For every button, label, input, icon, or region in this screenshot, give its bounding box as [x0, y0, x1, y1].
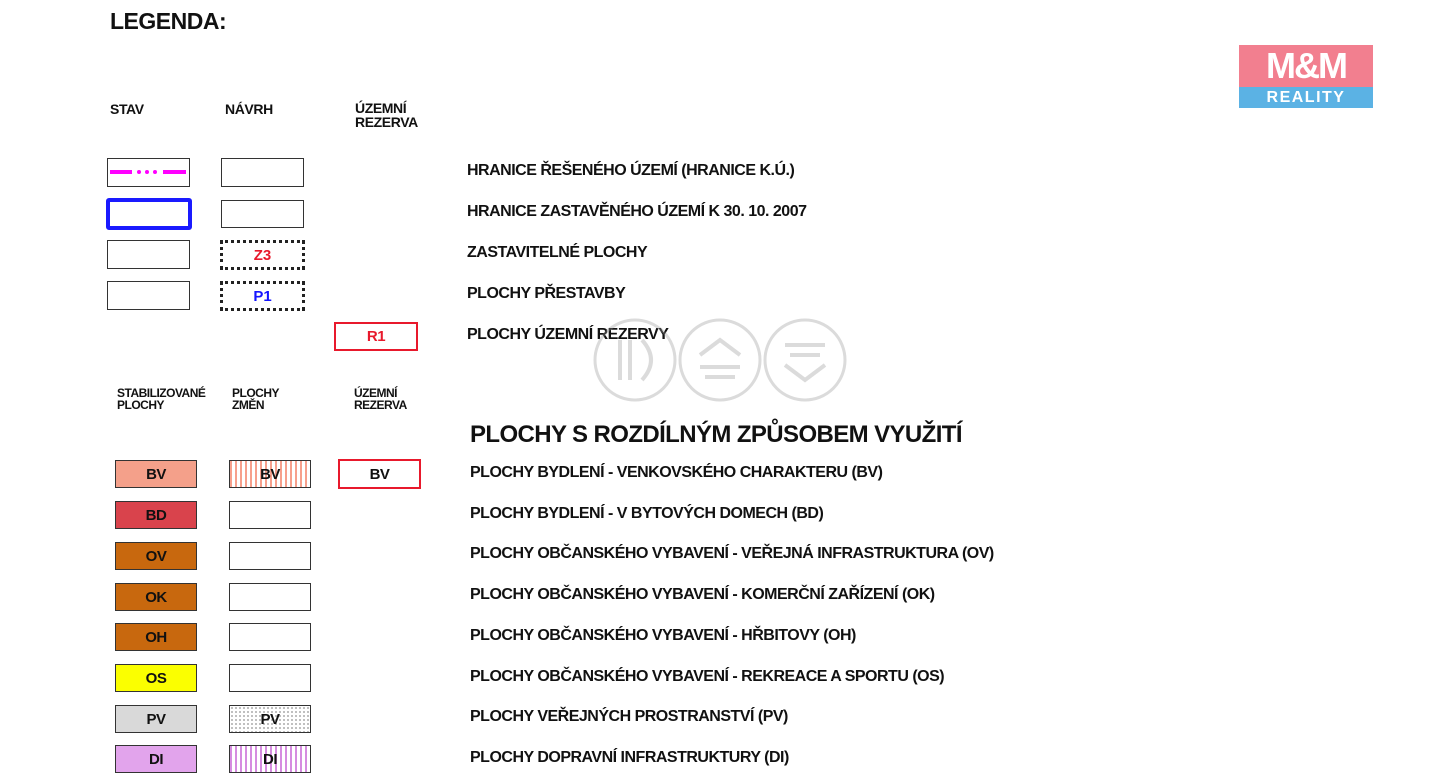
label-os: PLOCHY OBČANSKÉHO VYBAVENÍ - REKREACE A SPORTU (OS): [470, 668, 945, 685]
header-stav: STAV: [110, 101, 144, 117]
symbol-ok-stabilizovane: OK: [115, 583, 197, 611]
symbol-pv-zmen: PV: [229, 705, 311, 733]
label-plochy-uzemni-rezervy: PLOCHY ÚZEMNÍ REZERVY: [467, 326, 669, 343]
header-stabilizovane-plochy: [117, 387, 205, 411]
symbol-bv-stabilizovane: BV: [115, 460, 197, 488]
label-hranice-zastaveneho-uzemi: HRANICE ZASTAVĚNÉHO ÚZEMÍ K 30. 10. 2007: [467, 203, 807, 220]
symbol-oh-zmen: [229, 623, 311, 651]
symbol-di-stabilizovane: DI: [115, 745, 197, 773]
header-rezerva2-line2: REZERVA: [354, 398, 407, 412]
symbol-zastavitelne-stav: [107, 240, 190, 269]
symbol-bv-rezerva: BV: [338, 459, 421, 489]
header-rezerva-line1: ÚZEMNÍ: [355, 100, 407, 116]
symbol-ov-stabilizovane: OV: [115, 542, 197, 570]
label-oh: PLOCHY OBČANSKÉHO VYBAVENÍ - HŘBITOVY (OH): [470, 627, 856, 644]
header-navrh: NÁVRH: [225, 101, 273, 117]
label-di: PLOCHY DOPRAVNÍ INFRASTRUKTURY (DI): [470, 749, 789, 766]
label-bd: PLOCHY BYDLENÍ - V BYTOVÝCH DOMECH (BD): [470, 505, 824, 522]
label-hranice-reseneho-uzemi: HRANICE ŘEŠENÉHO ÚZEMÍ (HRANICE K.Ú.): [467, 162, 795, 179]
header-plochy-zmen: [232, 387, 279, 411]
symbol-hranice-zastaveneho-stav: [106, 198, 192, 230]
header-rezerva-line2: REZERVA: [355, 114, 418, 130]
symbol-os-zmen: [229, 664, 311, 692]
symbol-oh-stabilizovane: OH: [115, 623, 197, 651]
legend-title: LEGENDA:: [110, 8, 227, 34]
symbol-ok-zmen: [229, 583, 311, 611]
label-pv: PLOCHY VEŘEJNÝCH PROSTRANSTVÍ (PV): [470, 708, 788, 725]
header-stab-line1: STABILIZOVANÉ: [117, 386, 206, 400]
symbol-zastavitelne-navrh: Z3: [220, 240, 305, 270]
symbol-prestavby-stav: [107, 281, 190, 310]
label-zastavitelne-plochy: ZASTAVITELNÉ PLOCHY: [467, 244, 648, 261]
symbol-pv-stabilizovane: PV: [115, 705, 197, 733]
symbol-hranice-reseneho-navrh: [221, 158, 304, 187]
symbol-hranice-zastaveneho-navrh: [221, 200, 304, 228]
symbol-os-stabilizovane: OS: [115, 664, 197, 692]
header-stab-line2: PLOCHY: [117, 398, 165, 412]
header-zmen-line2: ZMĚN: [232, 398, 264, 412]
header-uzemni-rezerva: [355, 101, 418, 129]
header-uzemni-rezerva-2: [354, 387, 407, 411]
mm-reality-logo: [1239, 45, 1373, 108]
header-zmen-line1: PLOCHY: [232, 386, 280, 400]
label-ov: PLOCHY OBČANSKÉHO VYBAVENÍ - VEŘEJNÁ INFRASTRUKTURA (OV): [470, 545, 994, 562]
symbol-prestavby-navrh: P1: [220, 281, 305, 311]
symbol-uzemni-rezervy: R1: [334, 322, 418, 351]
symbol-hranice-reseneho-stav: [107, 158, 190, 187]
label-bv: PLOCHY BYDLENÍ - VENKOVSKÉHO CHARAKTERU (BV): [470, 464, 883, 481]
logo-mm-text: M&M: [1239, 45, 1373, 87]
symbol-bd-zmen: [229, 501, 311, 529]
symbol-bd-stabilizovane: BD: [115, 501, 197, 529]
magenta-dashdot-line: [108, 159, 188, 185]
logo-reality-text: REALITY: [1239, 87, 1373, 108]
symbol-di-zmen: DI: [229, 745, 311, 773]
symbol-ov-zmen: [229, 542, 311, 570]
label-plochy-prestavby: PLOCHY PŘESTAVBY: [467, 285, 626, 302]
heading-plochy-s-rozdilnym-zpusobem: PLOCHY S ROZDÍLNÝM ZPŮSOBEM VYUŽITÍ: [470, 421, 962, 448]
symbol-bv-zmen: BV: [229, 460, 311, 488]
header-rezerva2-line1: ÚZEMNÍ: [354, 386, 397, 400]
label-ok: PLOCHY OBČANSKÉHO VYBAVENÍ - KOMERČNÍ ZAŘÍZENÍ (OK): [470, 586, 935, 603]
